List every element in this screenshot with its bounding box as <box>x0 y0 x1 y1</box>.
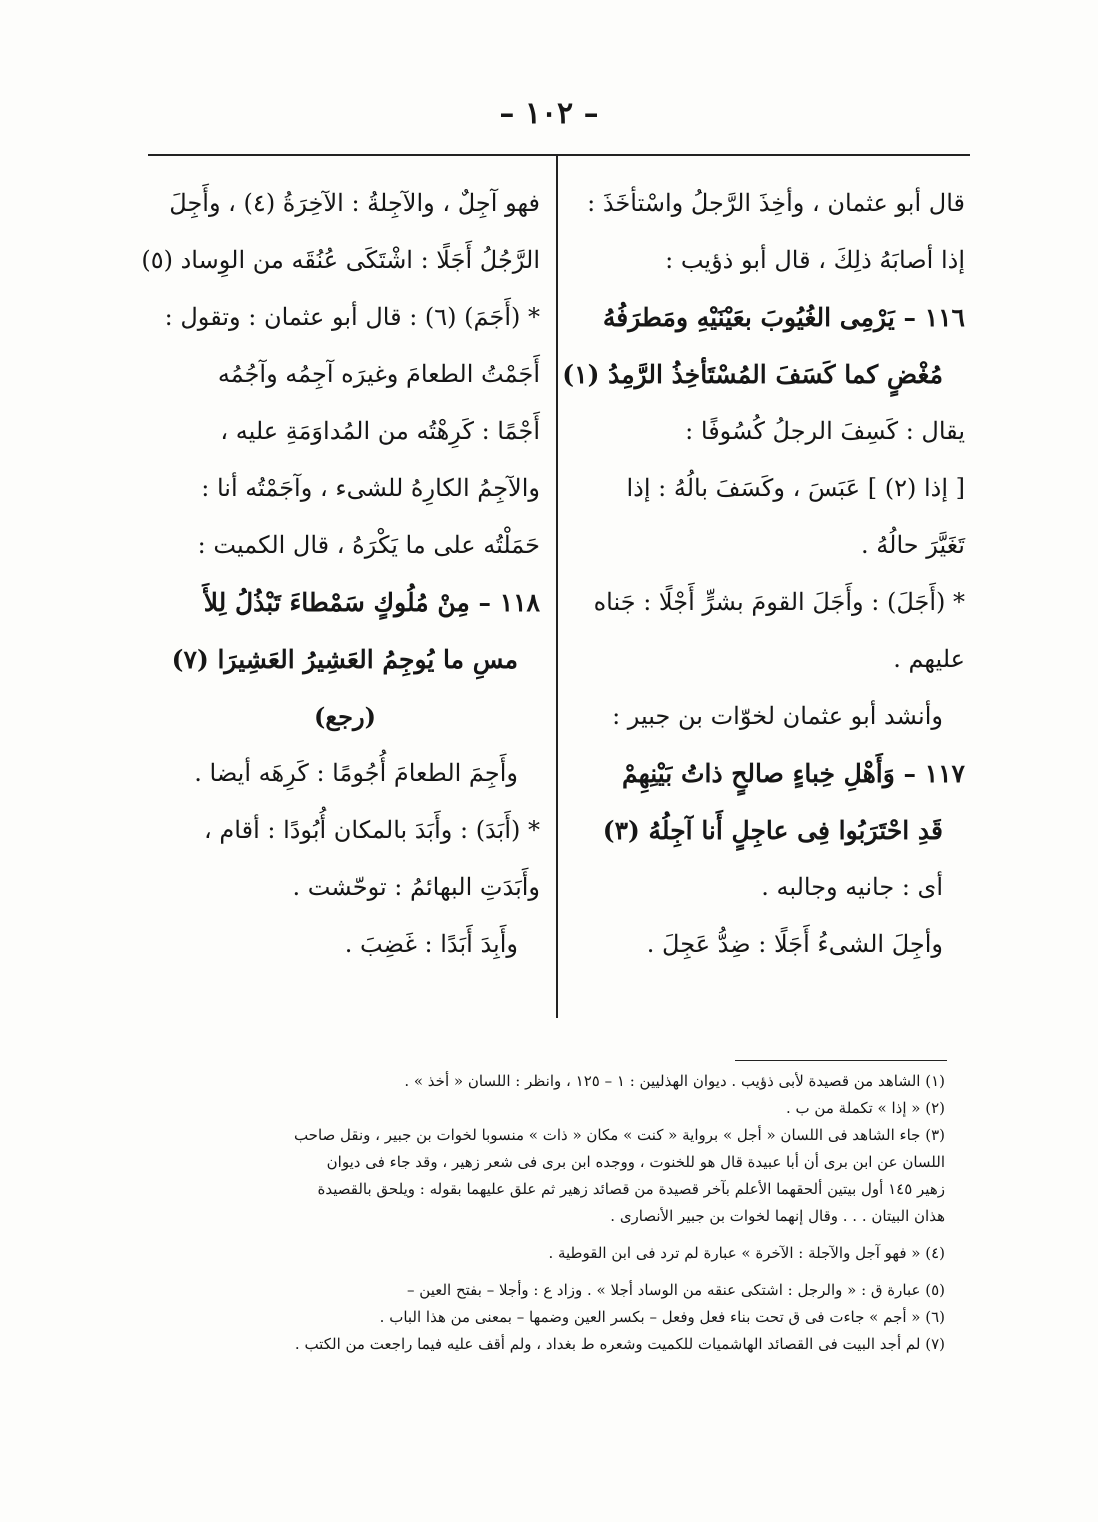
right-line: يقال : كَسِفَ الرجلُ كُسُوفًا : <box>685 417 965 445</box>
right-line: قال أبو عثمان ، وأخِذَ الرَّجلُ واسْتأخَذَ : <box>587 189 965 217</box>
left-line: فهو آجِلٌ ، والآجِلةُ : الآخِرَةُ (٤) ، وأَجِلَ <box>169 189 540 217</box>
right-line: إذا أصابَهُ ذلِكَ ، قال أبو ذؤيب : <box>665 246 965 274</box>
left-line: أَجَمْتُ الطعامَ وغيرَه آجِمُه وآجُمُه <box>217 360 540 388</box>
right-line: تَغَيَّرَ حالُهُ . <box>861 531 965 559</box>
verse-117-first-hemistich: ١١٧ – وَأَهْلِ خِباءٍ صالحٍ ذاتُ بَيْنِهِمْ <box>622 759 965 788</box>
footnote-2: (٢) « إذا » تكملة من ب . <box>786 1099 945 1117</box>
entry-ajama: * (أَجَمَ) (٦) : قال أبو عثمان : وتقول : <box>164 303 540 331</box>
footnote-4: (٤) « فهو آجل والآجلة : الآخرة » عبارة لم ترد فى ابن القوطية . <box>548 1244 945 1262</box>
left-line: الرَّجُلُ أَجَلًا : اشْتَكَى عُنُقَه من الوِساد (٥) <box>141 246 540 274</box>
right-line: أى : جانيه وجالبه . <box>761 873 943 901</box>
section-heading-raja: (رجع) <box>314 702 376 731</box>
left-line: وأَجِمَ الطعامَ أُجُومًا : كَرِهَه أيضا . <box>194 759 518 787</box>
verse-117-second-hemistich: قَدِ احْتَرَبُوا فِى عاجِلٍ أَنا آجِلُهُ (٣) <box>602 816 943 845</box>
left-line: وأَبِدَ أَبَدًا : غَضِبَ . <box>344 930 518 958</box>
verse-118-second-hemistich: مسِ ما يُوجِمُ العَشِيرُ العَشِيرَا (٧) <box>171 645 518 674</box>
left-line: أَجْمًا : كَرِهْتُه من المُداوَمَةِ عليه ، <box>220 417 540 445</box>
footnote-3-continued: زهير ١٤٥ أول بيتين ألحقهما الأعلم بآخر قصيدة من قصائد زهير ثم علق عليهما بقوله : ويلحق بالقصيدة <box>317 1180 945 1198</box>
left-column <box>141 175 540 973</box>
footnote-7: (٧) لم أجد البيت فى القصائد الهاشميات للكميت وشعره ط بغداد ، ولم أقف عليه فيما راجعت من الكتب . <box>294 1335 945 1353</box>
footnote-1: (١) الشاهد من قصيدة لأبى ذؤيب . ديوان الهذليين : ١ – ١٢٥ ، وانظر : اللسان « أخذ » . <box>404 1072 945 1090</box>
footnote-3: (٣) جاء الشاهد فى اللسان « أجل » برواية « كنت » مكان « ذات » منسوبا لخوات بن جبير ، ونقل صاحب <box>293 1126 945 1144</box>
footnote-3-continued: هذان البيتان . . . وقال إنهما لخوات بن جبير الأنصارى . <box>610 1207 945 1225</box>
page-number: – ١٠٢ – <box>499 96 599 131</box>
footnote-6: (٦) « أجم » جاءت فى ق تحت بناء فعل وفعل – بكسر العين وضمها – بمعنى من هذا الباب . <box>379 1308 945 1326</box>
entry-abada: * (أَبَدَ) : وأَبَدَ بالمكان أُبُودًا : أقام ، <box>204 816 540 844</box>
footnotes <box>125 1068 945 1358</box>
header-rule <box>148 154 970 156</box>
verse-116-second-hemistich: مُغْضٍ كما كَسَفَ المُسْتَأخِذُ الرَّمِدُ (١) <box>562 360 943 389</box>
footnote-5: (٥) عبارة ق : « والرجل : اشتكى عنقه من الوساد أجلا » . وزاد ع : وأجلا – بفتح العين – <box>407 1281 945 1299</box>
right-column <box>562 175 965 973</box>
left-line: والآجِمُ الكارِهُ للشىء ، وآجَمْتُه أنا : <box>201 474 540 502</box>
verse-116-first-hemistich: ١١٦ – يَرْمِى الغُيُوبَ بعَيْنَيْهِ ومَطرَفُهُ <box>602 303 965 332</box>
verse-118-first-hemistich: ١١٨ – مِنْ مُلُوكٍ سَمْطاءَ تَبْذُلُ لِلأَ <box>203 588 540 617</box>
right-line: [ إذا (٢) ] عَبَسَ ، وكَسَفَ بالُهُ : إذا <box>626 474 965 502</box>
entry-ajala: * (أَجَلَ) : وأَجَلَ القومَ بشرٍّ أَجْلًا : جَناه <box>593 588 965 616</box>
right-line: عليهم . <box>893 645 965 673</box>
footnote-3-continued: اللسان عن ابن برى أن أبا عبيدة قال هو للخنوت ، ووجده ابن برى فى شعر زهير ، وقد جاء فى ديوان <box>326 1153 945 1171</box>
right-line: وأجِلَ الشىءُ أَجَلًا : ضِدُّ عَجِلَ . <box>646 930 943 958</box>
footnote-rule <box>735 1060 947 1061</box>
right-line: وأنشد أبو عثمان لخوّات بن جبير : <box>612 702 943 730</box>
left-line: وأَبَدَتِ البهائمُ : توحّشت . <box>292 873 540 901</box>
column-divider <box>556 156 558 1018</box>
left-line: حَمَلْتُه على ما يَكْرَهُ ، قال الكميت : <box>197 531 540 559</box>
